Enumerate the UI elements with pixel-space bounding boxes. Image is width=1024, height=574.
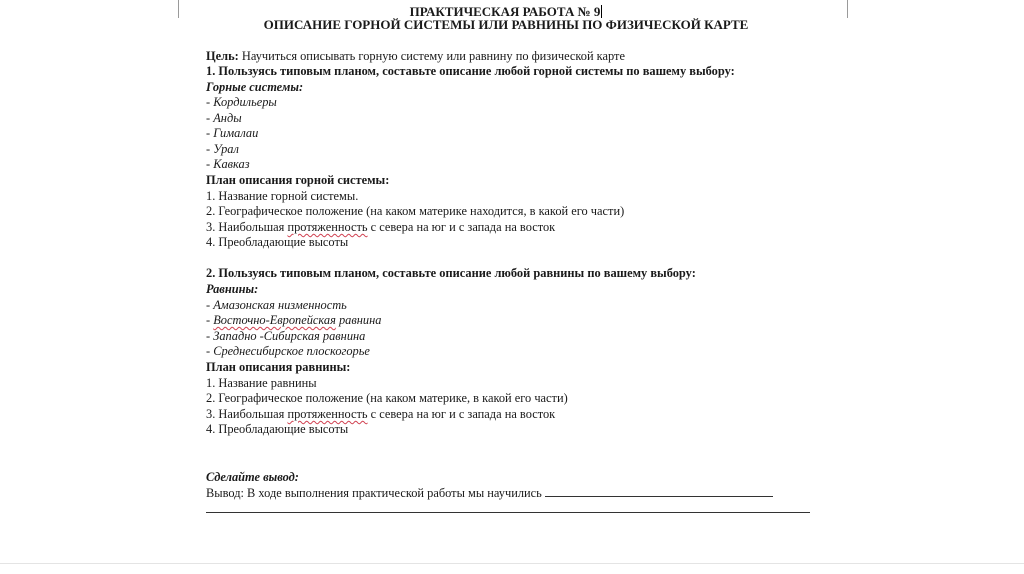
list-item: - Гималаи bbox=[206, 126, 259, 140]
page-bottom-border bbox=[0, 563, 1024, 564]
list-item: - Кавказ bbox=[206, 157, 250, 171]
plan-item: 1. Название горной системы. bbox=[206, 189, 359, 203]
page-corner-mark-right bbox=[847, 0, 848, 18]
conclusion-title: Сделайте вывод: bbox=[206, 470, 299, 484]
plan-item: 1. Название равнины bbox=[206, 376, 317, 390]
answer-line[interactable] bbox=[206, 512, 810, 513]
spellcheck-word: протяженность bbox=[287, 220, 368, 234]
conclusion-line bbox=[206, 486, 773, 501]
plan-text: с севера на юг и с запада на восток bbox=[367, 407, 556, 421]
list-item bbox=[206, 313, 381, 328]
list-item: - Среднесибирское плоскогорье bbox=[206, 344, 370, 358]
plain-plan-title: План описания равнины: bbox=[206, 360, 351, 374]
list-item: - Кордильеры bbox=[206, 95, 277, 109]
conclusion-text: Вывод: В ходе выполнения практической работы мы научились bbox=[206, 486, 545, 500]
list-item: - Западно -Сибирская равнина bbox=[206, 329, 366, 343]
mountain-list-title: Горные системы: bbox=[206, 80, 304, 94]
list-item: - Анды bbox=[206, 111, 242, 125]
list-item: - Амазонская низменность bbox=[206, 298, 347, 312]
goal-text: Научиться описывать горную систему или равнину по физической карте bbox=[238, 49, 625, 63]
answer-blank[interactable] bbox=[545, 486, 773, 497]
page-subtitle: ОПИСАНИЕ ГОРНОЙ СИСТЕМЫ ИЛИ РАВНИНЫ ПО ФИЗИЧЕСКОЙ КАРТЕ bbox=[263, 17, 749, 32]
plan-item: 4. Преобладающие высоты bbox=[206, 422, 349, 436]
list-text: - bbox=[206, 313, 214, 327]
plan-text: 3. Наибольшая bbox=[206, 407, 288, 421]
task2-heading: 2. Пользуясь типовым планом, составьте описание любой равнины по вашему выбору: bbox=[206, 266, 696, 280]
list-item: - Урал bbox=[206, 142, 239, 156]
spellcheck-word: Восточно-Европейская bbox=[213, 313, 336, 327]
plan-text: с севера на юг и с запада на восток bbox=[367, 220, 556, 234]
plan-item: 2. Географическое положение (на каком материке, в какой его части) bbox=[206, 391, 568, 405]
mountain-plan-title: План описания горной системы: bbox=[206, 173, 390, 187]
plain-list-title: Равнины: bbox=[206, 282, 259, 296]
goal-label: Цель: bbox=[206, 49, 239, 63]
title-line-1: ПРАКТИЧЕСКАЯ РАБОТА № 9 bbox=[409, 4, 601, 19]
plan-item bbox=[206, 220, 555, 235]
task1-heading: 1. Пользуясь типовым планом, составьте описание любой горной системы по вашему выбору: bbox=[206, 64, 735, 78]
plan-item bbox=[206, 407, 555, 422]
spellcheck-word: протяженность bbox=[287, 407, 368, 421]
list-text: равнина bbox=[335, 313, 382, 327]
plan-item: 4. Преобладающие высоты bbox=[206, 235, 349, 249]
plan-text: 3. Наибольшая bbox=[206, 220, 288, 234]
page-corner-mark-left bbox=[178, 0, 179, 18]
goal-line bbox=[206, 49, 625, 64]
plan-item: 2. Географическое положение (на каком материке находится, в какой его части) bbox=[206, 204, 625, 218]
